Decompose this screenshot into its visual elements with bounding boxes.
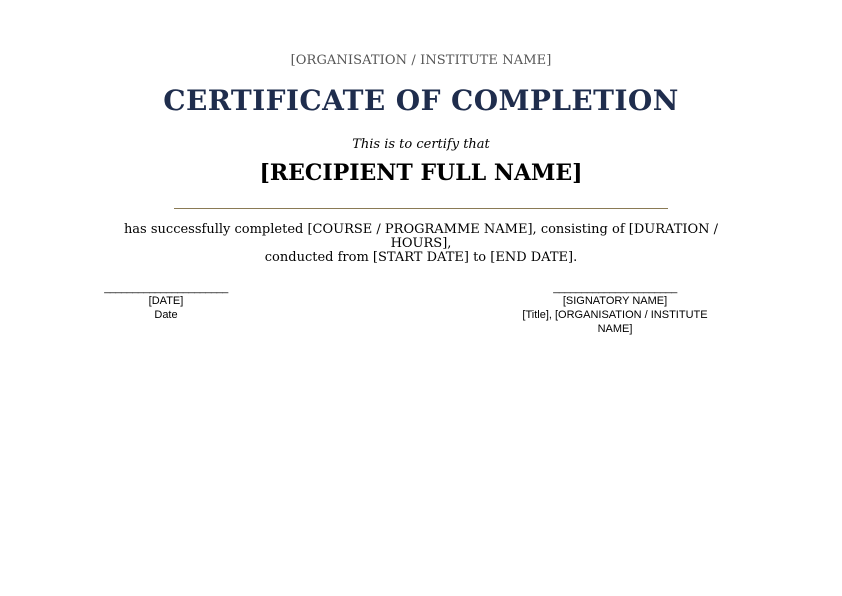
- date-value: [DATE]: [148, 295, 184, 307]
- signatory-title: [Title], [ORGANISATION / INSTITUTE NAME]: [522, 309, 708, 335]
- recipient-divider: [174, 208, 668, 209]
- signatory-signature-line: ______________________: [553, 282, 677, 294]
- date-signature-block: [96, 282, 236, 322]
- date-label: Date: [154, 309, 178, 321]
- completion-statement: [100, 223, 742, 265]
- recipient-name: [RECIPIENT FULL NAME]: [259, 160, 583, 186]
- date-signature-line: ______________________: [104, 282, 228, 294]
- signatory-block: [515, 282, 715, 336]
- completion-statement-line-2: conducted from [START DATE] to [END DATE].: [264, 250, 578, 265]
- certify-line: This is to certify that: [352, 137, 490, 152]
- signatory-name: [SIGNATORY NAME]: [562, 295, 668, 307]
- organisation-name: [ORGANISATION / INSTITUTE NAME]: [290, 53, 552, 68]
- completion-statement-line-1: has successfully completed [COURSE / PROGRAMME NAME], consisting of [DURATION / HOURS],: [123, 222, 719, 251]
- certificate-title: CERTIFICATE OF COMPLETION: [163, 84, 679, 117]
